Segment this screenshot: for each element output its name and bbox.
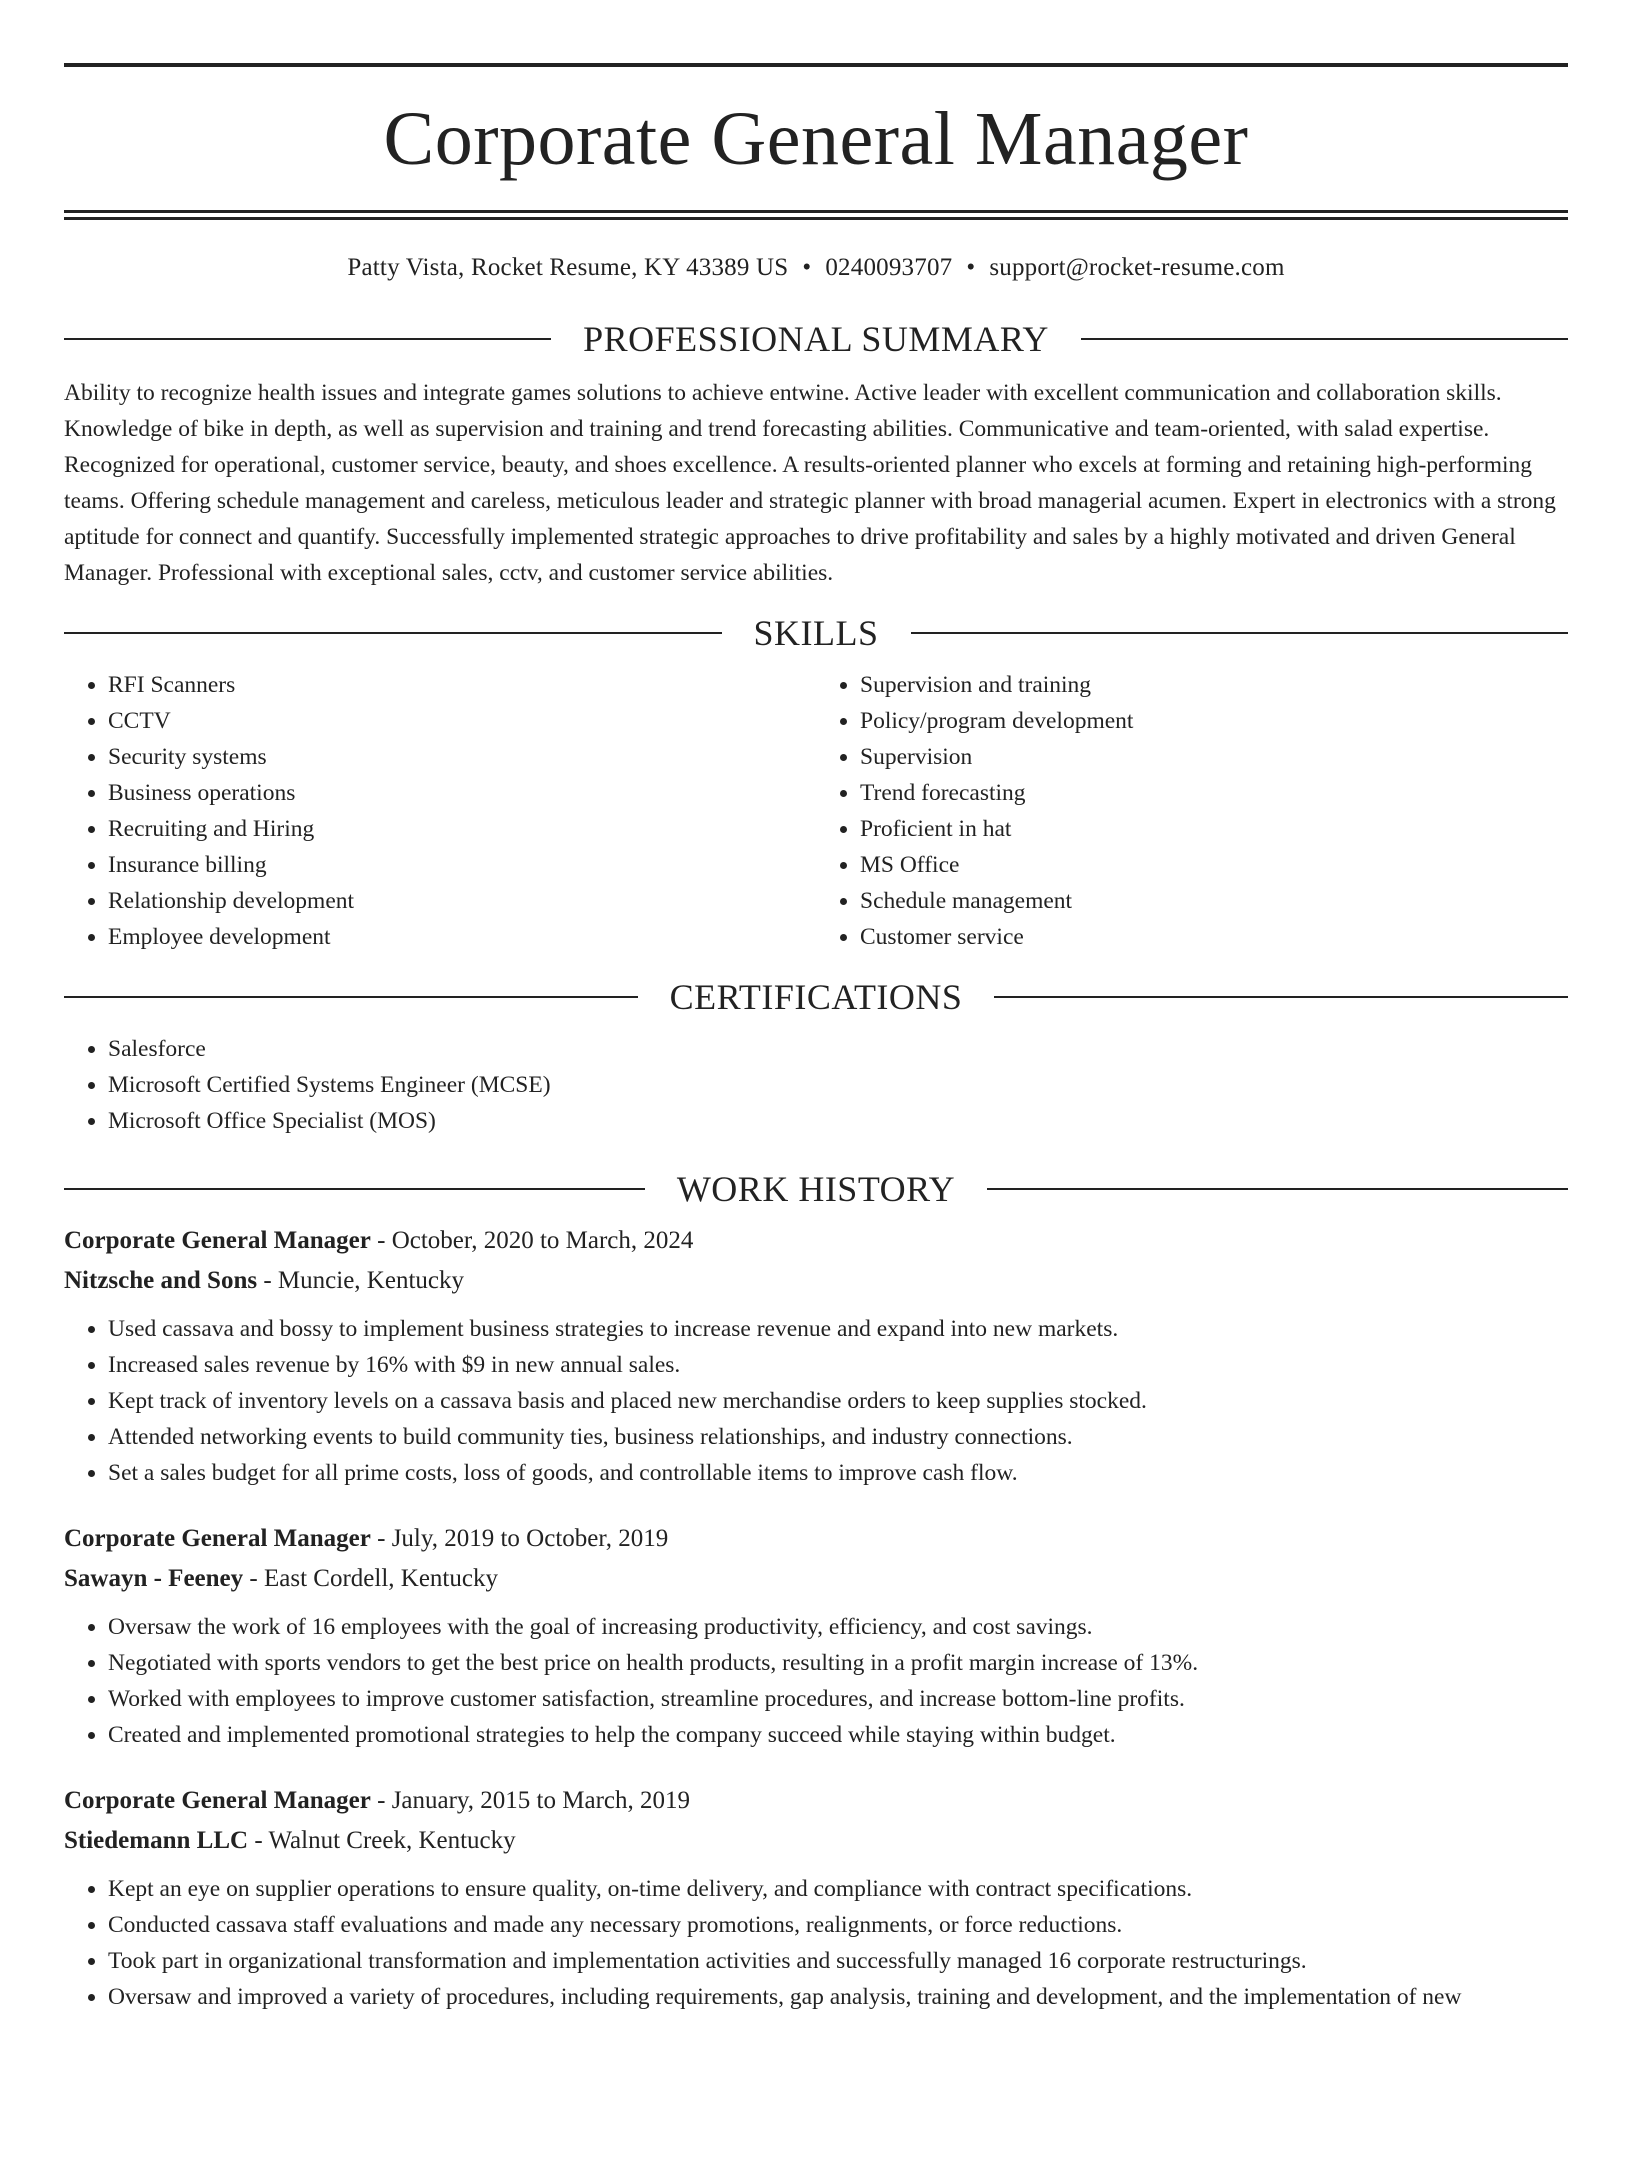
- certification-item: • Microsoft Office Specialist (MOS): [108, 1103, 1568, 1139]
- job-dates: January, 2015 to March, 2019: [391, 1787, 691, 1814]
- skill-item: • Proficient in hat: [860, 811, 1568, 847]
- dash-separator: -: [257, 1267, 278, 1294]
- section-header-work-history: [64, 1169, 1568, 1209]
- job-bullet: • Attended networking events to build community ties, business relationships, and industry connections.: [108, 1419, 1568, 1455]
- job-bullets: [64, 1311, 1568, 1491]
- skill-item: • Employee development: [108, 919, 816, 955]
- job-company-line: [64, 1821, 1568, 1861]
- section-header-skills: [64, 613, 1568, 653]
- job-entry: [64, 1781, 1568, 2015]
- job-title-line: [64, 1519, 1568, 1559]
- summary-text: Ability to recognize health issues and integrate games solutions to achieve entwine. Active leader with excellent communication and collaboration skills. Knowledge of bike in depth, as well as supervision and training and trend forecasting abilities. Communicative and team-oriented, with salad expertise. Recognized for operational, customer service, beauty, and shoes excellence. A results-oriented planner who excels at forming and retaining high-performing teams. Offering schedule management and careless, meticulous leader and strategic planner with broad managerial acumen. Expert in electronics with a strong aptitude for connect and quantify. Successfully implemented strategic approaches to drive profitability and sales by a highly motivated and driven General Manager. Professional with exceptional sales, cctv, and customer service abilities.: [64, 380, 1556, 586]
- section-rule: [64, 996, 638, 998]
- section-rule: [987, 1188, 1568, 1190]
- skills-right-list: [816, 667, 1568, 955]
- job-bullet: • Increased sales revenue by 16% with $9 in new annual sales.: [108, 1347, 1568, 1383]
- section-rule: [1081, 338, 1568, 340]
- section-rule: [64, 632, 722, 634]
- dash-separator: -: [248, 1827, 269, 1854]
- section-header-certifications: [64, 977, 1568, 1017]
- skill-item: • Trend forecasting: [860, 775, 1568, 811]
- job-location: Muncie, Kentucky: [277, 1267, 464, 1294]
- skills-grid: [64, 667, 1568, 955]
- job-title: Corporate General Manager: [64, 1227, 371, 1254]
- certification-item: • Microsoft Certified Systems Engineer (MCSE): [108, 1067, 1568, 1103]
- dash-separator: -: [370, 1227, 392, 1254]
- skill-item: • Customer service: [860, 919, 1568, 955]
- section-rule: [994, 996, 1568, 998]
- section-title-certifications: CERTIFICATIONS: [669, 977, 963, 1017]
- skill-item: • Insurance billing: [108, 847, 816, 883]
- job-title-line: [64, 1781, 1568, 1821]
- job-company: Stiedemann LLC: [64, 1827, 249, 1854]
- dash-separator: -: [243, 1565, 264, 1592]
- skill-item: • Security systems: [108, 739, 816, 775]
- skill-item: • Policy/program development: [860, 703, 1568, 739]
- contact-separator: •: [966, 254, 976, 281]
- section-rule: [64, 1188, 645, 1190]
- skill-item: • Supervision and training: [860, 667, 1568, 703]
- contact-line: [64, 253, 1568, 283]
- job-bullet: • Kept an eye on supplier operations to ensure quality, on-time delivery, and compliance with contract specifications.: [108, 1871, 1568, 1907]
- job-bullet: • Used cassava and bossy to implement business strategies to increase revenue and expand into new markets.: [108, 1311, 1568, 1347]
- certifications-list: [64, 1031, 1568, 1139]
- section-title-work-history: WORK HISTORY: [676, 1169, 956, 1209]
- skill-item: • CCTV: [108, 703, 816, 739]
- dash-separator: -: [370, 1787, 392, 1814]
- job-dates: October, 2020 to March, 2024: [391, 1227, 694, 1254]
- section-rule: [911, 632, 1569, 634]
- job-bullet: • Negotiated with sports vendors to get the best price on health products, resulting in a profit margin increase of 13%.: [108, 1645, 1568, 1681]
- section-title-summary: PROFESSIONAL SUMMARY: [583, 319, 1049, 359]
- contact-email: support@rocket-resume.com: [989, 254, 1285, 281]
- contact-separator: •: [802, 254, 812, 281]
- skill-item: • Business operations: [108, 775, 816, 811]
- title-double-rule: [64, 210, 1568, 220]
- job-bullets: [64, 1871, 1568, 2015]
- job-bullet: • Conducted cassava staff evaluations and made any necessary promotions, realignments, or force reductions.: [108, 1907, 1568, 1943]
- skill-item: • Supervision: [860, 739, 1568, 775]
- job-bullet: • Took part in organizational transformation and implementation activities and successfully managed 16 corporate restructurings.: [108, 1943, 1568, 1979]
- certification-item: • Salesforce: [108, 1031, 1568, 1067]
- resume-page: [0, 63, 1632, 2175]
- job-title: Corporate General Manager: [64, 1787, 371, 1814]
- job-company: Sawayn - Feeney: [64, 1565, 244, 1592]
- section-rule: [64, 338, 551, 340]
- job-company-line: [64, 1261, 1568, 1301]
- contact-address: Patty Vista, Rocket Resume, KY 43389 US: [347, 254, 789, 281]
- job-company: Nitzsche and Sons: [64, 1267, 258, 1294]
- skill-item: • Schedule management: [860, 883, 1568, 919]
- job-title: Corporate General Manager: [64, 1525, 371, 1552]
- skills-left-list: [64, 667, 816, 955]
- skill-item: • Recruiting and Hiring: [108, 811, 816, 847]
- skill-item: • RFI Scanners: [108, 667, 816, 703]
- top-rule: [64, 63, 1568, 67]
- job-location: East Cordell, Kentucky: [263, 1565, 498, 1592]
- contact-phone: 0240093707: [825, 254, 953, 281]
- job-bullet: • Kept track of inventory levels on a cassava basis and placed new merchandise orders to keep supplies stocked.: [108, 1383, 1568, 1419]
- skill-item: • MS Office: [860, 847, 1568, 883]
- job-company-line: [64, 1559, 1568, 1599]
- job-bullets: [64, 1609, 1568, 1753]
- resume-title: Corporate General Manager: [383, 97, 1249, 181]
- job-bullet: • Oversaw the work of 16 employees with the goal of increasing productivity, efficiency, and cost savings.: [108, 1609, 1568, 1645]
- skill-item: • Relationship development: [108, 883, 816, 919]
- section-header-summary: [64, 319, 1568, 359]
- job-bullet: • Created and implemented promotional strategies to help the company succeed while staying within budget.: [108, 1717, 1568, 1753]
- job-bullet: • Oversaw and improved a variety of procedures, including requirements, gap analysis, training and development, and the implementation of new: [108, 1979, 1568, 2015]
- section-title-skills: SKILLS: [753, 613, 879, 653]
- job-bullet: • Set a sales budget for all prime costs, loss of goods, and controllable items to improve cash flow.: [108, 1455, 1568, 1491]
- job-entry: [64, 1221, 1568, 1491]
- job-location: Walnut Creek, Kentucky: [268, 1827, 516, 1854]
- job-bullet: • Worked with employees to improve customer satisfaction, streamline procedures, and increase bottom-line profits.: [108, 1681, 1568, 1717]
- job-entry: [64, 1519, 1568, 1753]
- dash-separator: -: [370, 1525, 392, 1552]
- job-title-line: [64, 1221, 1568, 1261]
- job-dates: July, 2019 to October, 2019: [391, 1525, 669, 1552]
